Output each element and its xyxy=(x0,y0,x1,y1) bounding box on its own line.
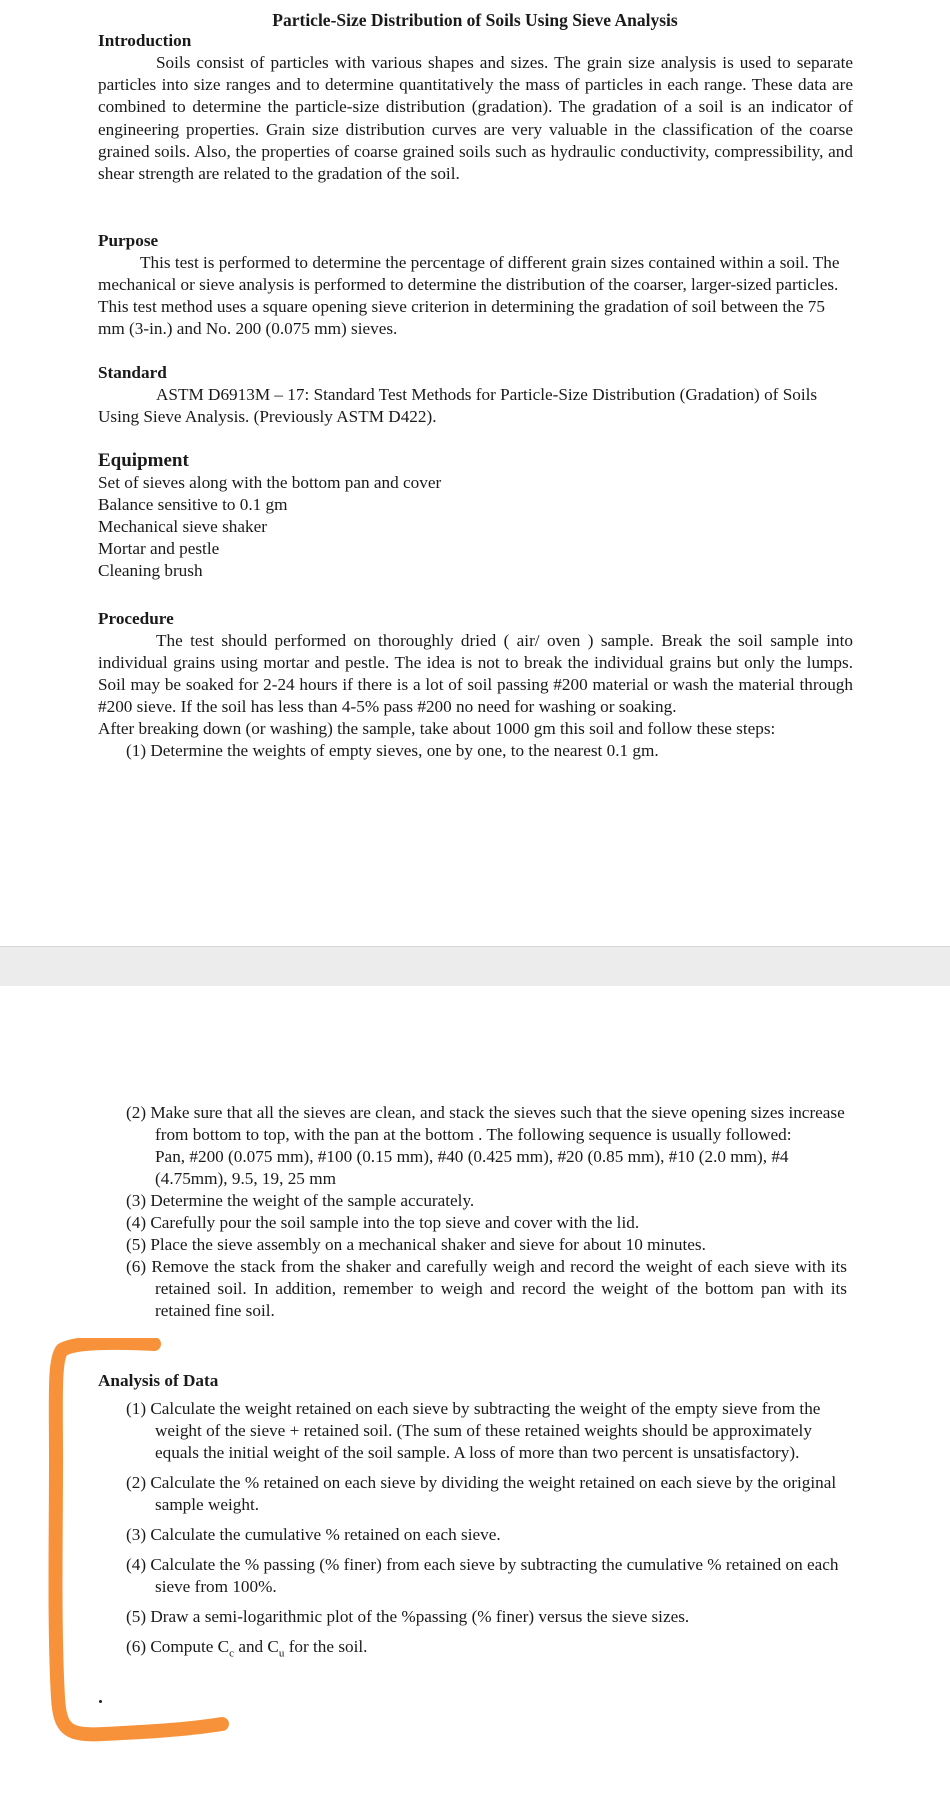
purpose-section xyxy=(98,230,853,340)
procedure-body-2: After breaking down (or washing) the sample, take about 1000 gm this soil and follow these steps: xyxy=(98,719,776,738)
analysis-step: (3) Calculate the cumulative % retained on each sieve. xyxy=(126,1525,501,1544)
equipment-list xyxy=(98,472,853,582)
equipment-section xyxy=(98,450,853,582)
analysis-steps xyxy=(98,1398,853,1664)
analysis-section xyxy=(98,1370,853,1672)
analysis-step: (5) Draw a semi-logarithmic plot of the %passing (% finer) versus the sieve sizes. xyxy=(126,1607,690,1626)
introduction-heading: Introduction xyxy=(98,31,192,50)
purpose-heading: Purpose xyxy=(98,231,159,250)
sieve-sequence: Pan, #200 (0.075 mm), #100 (0.15 mm), #40 (0.425 mm), #20 (0.85 mm), #10 (2.0 mm), #4 (4.75mm), 9.5, 19, 25 mm xyxy=(155,1147,789,1188)
standard-body: ASTM D6913M – 17: Standard Test Methods for Particle-Size Distribution (Gradation) of Soils Using Sieve Analysis. (Previously ASTM D422). xyxy=(98,385,818,426)
introduction-body: Soils consist of particles with various shapes and sizes. The grain size analysis is used to separate particles into size ranges and to determine quantitatively the mass of particles in each range. These data are combined to determine the particle-size distribution (gradation). The gradation of a soil is an indicator of engineering properties. Grain size distribution curves are very valuable in the classification of the coarse grained soils. Also, the properties of coarse grained soils such as hydraulic conductivity, compressibility, and shear strength are related to the gradation of the soil. xyxy=(98,53,853,184)
analysis-step: (4) Calculate the % passing (% finer) from each sieve by subtracting the cumulative % retained on each sieve from 100%. xyxy=(126,1555,839,1596)
document-title: Particle-Size Distribution of Soils Using Sieve Analysis xyxy=(272,10,678,30)
procedure-body: The test should performed on thoroughly dried ( air/ oven ) sample. Break the soil sample into individual grains using mortar and pestle. The idea is not to break the individual grains but only the lumps. Soil may be soaked for 2-24 hours if there is a lot of soil passing #200 material or wash the material through #200 sieve. If the soil has less than 4-5% pass #200 no need for washing or soaking. xyxy=(98,631,853,716)
analysis-heading: Analysis of Data xyxy=(98,1371,219,1390)
procedure-step: (3) Determine the weight of the sample accurately. xyxy=(126,1191,475,1210)
equipment-item: Cleaning brush xyxy=(98,561,203,580)
procedure-steps-part2 xyxy=(98,1102,853,1322)
analysis-step: (2) Calculate the % retained on each sieve by dividing the weight retained on each sieve by the original sample weight. xyxy=(126,1473,837,1514)
stray-dot xyxy=(99,1700,102,1703)
standard-heading: Standard xyxy=(98,363,167,382)
procedure-section xyxy=(98,608,853,762)
equipment-item: Balance sensitive to 0.1 gm xyxy=(98,495,288,514)
procedure-step: (5) Place the sieve assembly on a mechanical shaker and sieve for about 10 minutes. xyxy=(126,1235,706,1254)
page-separator xyxy=(0,946,950,988)
procedure-step: (6) Remove the stack from the shaker and carefully weigh and record the weight of each sieve with its retained soil. In addition, remember to weigh and record the weight of the bottom pan with its retained fine soil. xyxy=(126,1257,847,1320)
procedure-step: (4) Carefully pour the soil sample into the top sieve and cover with the lid. xyxy=(126,1213,640,1232)
cu-subscript: u xyxy=(278,1647,285,1660)
procedure-heading: Procedure xyxy=(98,609,174,628)
step6-suffix: for the soil. xyxy=(284,1637,368,1656)
step6-mid: and C xyxy=(234,1637,279,1656)
equipment-heading: Equipment xyxy=(98,450,189,471)
procedure-step xyxy=(126,1102,847,1190)
introduction-section xyxy=(98,30,853,185)
equipment-item: Set of sieves along with the bottom pan and cover xyxy=(98,473,442,492)
purpose-body: This test is performed to determine the percentage of different grain sizes contained within a soil. The mechanical or sieve analysis is performed to determine the distribution of the coarser, larger-sized particles. This test method uses a square opening sieve criterion in determining the gradation of soil between the 75 mm (3-in.) and No. 200 (0.075 mm) sieves. xyxy=(98,253,840,338)
procedure-step-text: (2) Make sure that all the sieves are clean, and stack the sieves such that the sieve opening sizes increase from bottom to top, with the pan at the bottom . The following sequence is usually followed: xyxy=(126,1103,845,1144)
analysis-step xyxy=(126,1636,847,1664)
analysis-step: (1) Calculate the weight retained on each sieve by subtracting the weight of the empty sieve from the weight of the sieve + retained soil. (The sum of these retained weights should be approximately equals the initial weight of the soil sample. A loss of more than two percent is unsatisfactory). xyxy=(126,1399,821,1462)
cc-subscript: c xyxy=(229,1647,235,1660)
step6-prefix: (6) Compute C xyxy=(126,1637,230,1656)
procedure-steps-part1 xyxy=(98,740,853,762)
procedure-step: (1) Determine the weights of empty sieves, one by one, to the nearest 0.1 gm. xyxy=(126,741,659,760)
equipment-item: Mechanical sieve shaker xyxy=(98,517,267,536)
standard-section xyxy=(98,362,853,428)
equipment-item: Mortar and pestle xyxy=(98,539,220,558)
